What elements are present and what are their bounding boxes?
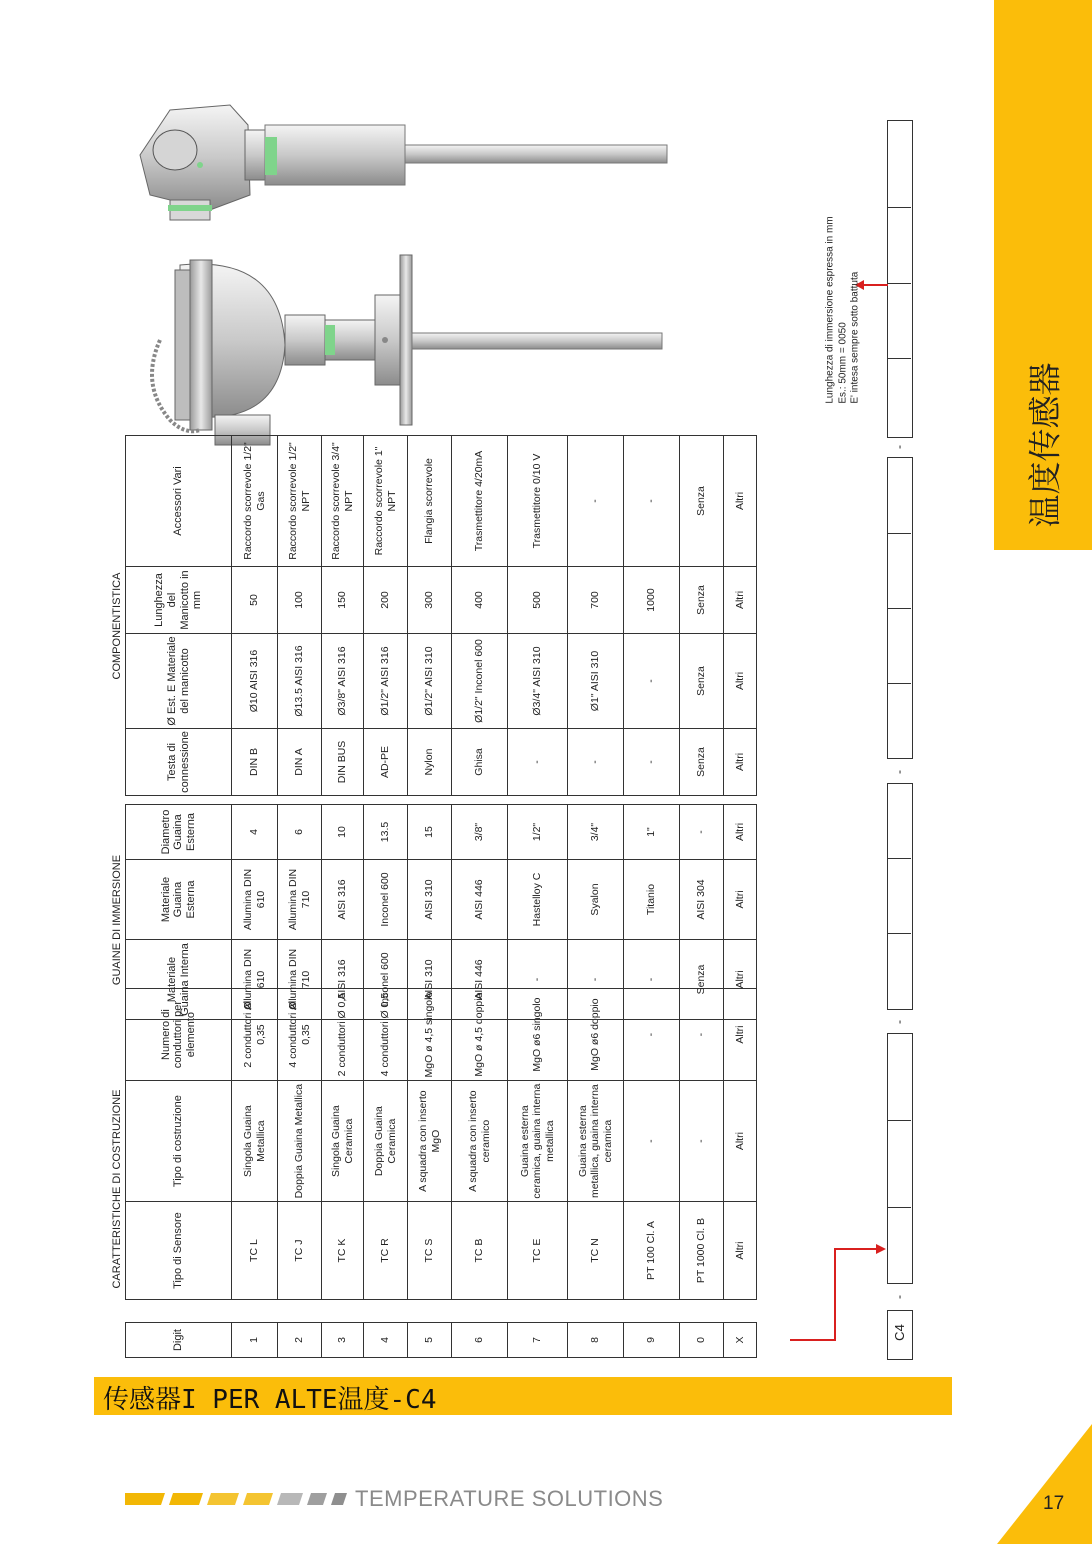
table-cell: Ø13.5 AISI 316 xyxy=(278,634,322,729)
table-cell: TC S xyxy=(408,1202,452,1300)
table-cell: TC E xyxy=(508,1202,568,1300)
table-cell: - xyxy=(680,989,724,1081)
table-cell: 100 xyxy=(278,567,322,634)
table-cell: AISI 304 xyxy=(680,860,724,940)
table-row xyxy=(322,436,364,796)
table-cell: Nylon xyxy=(408,729,452,796)
table-cell: A squadra con inserto MgO xyxy=(408,1081,452,1202)
table-row xyxy=(278,989,322,1300)
table-row xyxy=(624,989,680,1300)
table-cell: Allumina DIN 710 xyxy=(278,940,322,1020)
table-cell: Doppia Guaina Metallica xyxy=(278,1081,322,1202)
table-cell: Senza xyxy=(680,567,724,634)
table-cell: 50 xyxy=(232,567,278,634)
digit-table xyxy=(125,1322,757,1358)
table-row xyxy=(232,1323,278,1358)
table-cell: Allumina DIN 710 xyxy=(278,860,322,940)
table-row xyxy=(508,436,568,796)
table-cell: 1000 xyxy=(624,567,680,634)
table-cell: Allumina DIN 610 xyxy=(232,940,278,1020)
table-row xyxy=(724,436,757,796)
group-title-sheaths: GUAINE DI IMMERSIONE xyxy=(111,854,123,986)
table-row xyxy=(508,989,568,1300)
thermocouple-ad-pe-head-image xyxy=(152,255,662,445)
table-cell: MgO ø6 singolo xyxy=(508,989,568,1081)
table-cell: 6 xyxy=(278,805,322,860)
table-cell: - xyxy=(624,634,680,729)
table-cell: Ø1" AISI 310 xyxy=(568,634,624,729)
table-cell: Ø1/2" AISI 316 xyxy=(364,634,408,729)
table-row xyxy=(408,1323,452,1358)
table-row xyxy=(724,989,757,1300)
table-row xyxy=(408,989,452,1300)
table-cell: Altri xyxy=(724,729,757,796)
table-row xyxy=(680,1323,724,1358)
table-cell: 300 xyxy=(408,567,452,634)
table-row xyxy=(452,1323,508,1358)
table-cell: AISI 446 xyxy=(452,860,508,940)
table-cell: AD-PE xyxy=(364,729,408,796)
table-cell: DIN BUS xyxy=(322,729,364,796)
table-cell: Trasmettitore 4/20mA xyxy=(452,436,508,567)
table-cell: Ghisa xyxy=(452,729,508,796)
table-cell: - xyxy=(568,436,624,567)
table-cell: DIN A xyxy=(278,729,322,796)
table-row xyxy=(322,989,364,1300)
table-cell: Altri xyxy=(724,436,757,567)
table-cell: AISI 316 xyxy=(322,940,364,1020)
code-separator: - xyxy=(892,1295,906,1299)
column-header: Numero di conduttori per elemento xyxy=(126,989,232,1081)
table-cell: - xyxy=(680,805,724,860)
digit-cell: 1 xyxy=(232,1323,278,1358)
table-cell: Altri xyxy=(724,805,757,860)
column-header: Lunghezza del Manicotto in mm xyxy=(126,567,232,634)
table-row xyxy=(568,1323,624,1358)
table-row xyxy=(278,436,322,796)
code-prefix: C4 xyxy=(891,1324,907,1341)
code-separator: - xyxy=(892,1020,906,1024)
table-cell: DIN B xyxy=(232,729,278,796)
table-cell: PT 1000 Cl. B xyxy=(680,1202,724,1300)
table-cell: Guaina esterna ceramica, guaina interna metallica xyxy=(508,1081,568,1202)
table-row xyxy=(680,436,724,796)
table-row xyxy=(724,805,757,1020)
table-cell: Raccordo scorrevole 1/2" Gas xyxy=(232,436,278,567)
table-cell: Altri xyxy=(724,1202,757,1300)
length-note: Lunghezza di immersione espressa in mm Es.: 50mm = 0050 E' intesa sempre sotto battuta xyxy=(824,216,861,404)
arrow-icon xyxy=(780,1240,890,1350)
table-cell: Raccordo scorrevole 1" NPT xyxy=(364,436,408,567)
table-cell: TC R xyxy=(364,1202,408,1300)
table-cell: Senza xyxy=(680,729,724,796)
table-cell: TC K xyxy=(322,1202,364,1300)
table-cell: 10 xyxy=(322,805,364,860)
table-cell: - xyxy=(624,436,680,567)
digit-cell: 6 xyxy=(452,1323,508,1358)
table-cell: - xyxy=(624,1081,680,1202)
table-row xyxy=(568,436,624,796)
table-cell: 4 conduttori Ø 0,35 xyxy=(278,989,322,1081)
column-header: Tipo di costruzione xyxy=(126,1081,232,1202)
table-row xyxy=(322,1323,364,1358)
digit-cell: 3 xyxy=(322,1323,364,1358)
code-separator: - xyxy=(892,445,906,449)
table-row xyxy=(452,805,508,1020)
table-row xyxy=(232,436,278,796)
table-row xyxy=(508,805,568,1020)
sheath-table xyxy=(125,804,757,1020)
table-row xyxy=(278,805,322,1020)
table-cell: 2 conduttori Ø 0,35 xyxy=(232,989,278,1081)
table-row xyxy=(232,989,278,1300)
corner-decoration xyxy=(997,1424,1092,1544)
table-cell: 150 xyxy=(322,567,364,634)
product-illustrations xyxy=(130,85,690,455)
digit-cell: X xyxy=(724,1323,757,1358)
table-cell: Senza xyxy=(680,634,724,729)
table-cell: - xyxy=(624,989,680,1081)
table-row xyxy=(680,989,724,1300)
page-title: 传感器I PER ALTE温度-C4 xyxy=(103,1385,437,1415)
column-header: Materiale Guaina Interna xyxy=(126,940,232,1020)
table-row xyxy=(452,436,508,796)
digit-cell: 0 xyxy=(680,1323,724,1358)
group-title-components: COMPONENTISTICA xyxy=(111,572,123,680)
digit-cell: 5 xyxy=(408,1323,452,1358)
table-cell: TC L xyxy=(232,1202,278,1300)
table-cell: AISI 310 xyxy=(408,860,452,940)
table-row xyxy=(364,989,408,1300)
table-row xyxy=(624,1323,680,1358)
digit-cell: 9 xyxy=(624,1323,680,1358)
table-cell: Doppia Guaina Ceramica xyxy=(364,1081,408,1202)
table-cell: Altri xyxy=(724,567,757,634)
table-cell: Raccordo scorrevole 1/2" NPT xyxy=(278,436,322,567)
table-row xyxy=(624,436,680,796)
code-separator: - xyxy=(892,770,906,774)
table-cell: Trasmettitore 0/10 V xyxy=(508,436,568,567)
table-row xyxy=(508,1323,568,1358)
table-cell: MgO ø 4,5 doppio xyxy=(452,989,508,1081)
table-cell: 200 xyxy=(364,567,408,634)
table-cell: A squadra con inserto ceramico xyxy=(452,1081,508,1202)
table-cell: Ø1/2" AISI 310 xyxy=(408,634,452,729)
table-cell: AISI 446 xyxy=(452,940,508,1020)
column-header: Testa di connessione xyxy=(126,729,232,796)
table-cell: 700 xyxy=(568,567,624,634)
table-cell: - xyxy=(680,1081,724,1202)
table-cell: 1/2" xyxy=(508,805,568,860)
table-cell: 500 xyxy=(508,567,568,634)
table-cell: TC J xyxy=(278,1202,322,1300)
table-cell: Hastelloy C xyxy=(508,860,568,940)
construction-table xyxy=(125,988,757,1300)
table-cell: 4 xyxy=(232,805,278,860)
table-cell: - xyxy=(508,729,568,796)
table-cell: 13.5 xyxy=(364,805,408,860)
table-cell: Inconel 600 xyxy=(364,860,408,940)
table-row xyxy=(232,805,278,1020)
table-cell: Raccordo scorrevole 3/4" NPT xyxy=(322,436,364,567)
column-header: Accessori Vari xyxy=(126,436,232,567)
table-cell: - xyxy=(624,940,680,1020)
digit-cell: 2 xyxy=(278,1323,322,1358)
table-cell: Inconel 600 xyxy=(364,940,408,1020)
digit-cell: 7 xyxy=(508,1323,568,1358)
table-cell: AISI 316 xyxy=(322,860,364,940)
table-row xyxy=(724,1323,757,1358)
brand-name: TEMPERATURE SOLUTIONS xyxy=(355,1486,664,1511)
side-tab-title: 温度传感器 xyxy=(1025,362,1065,528)
table-cell: Allumina DIN 610 xyxy=(232,860,278,940)
table-cell: - xyxy=(568,940,624,1020)
table-cell: Altri xyxy=(724,1081,757,1202)
table-cell: - xyxy=(508,940,568,1020)
table-row xyxy=(624,805,680,1020)
table-cell: PT 100 Cl. A xyxy=(624,1202,680,1300)
table-cell: Singola Guaina Ceramica xyxy=(322,1081,364,1202)
column-header: Materiale Guaina Esterna xyxy=(126,860,232,940)
table-cell: TC N xyxy=(568,1202,624,1300)
component-table xyxy=(125,435,757,796)
table-cell: MgO ø6 doppio xyxy=(568,989,624,1081)
table-row xyxy=(408,805,452,1020)
table-row xyxy=(408,436,452,796)
thermocouple-din-head-image xyxy=(140,105,667,220)
table-cell: Ø3/8" AISI 316 xyxy=(322,634,364,729)
table-cell: Guaina esterna metallica, guaina interna ceramica xyxy=(568,1081,624,1202)
table-cell: 400 xyxy=(452,567,508,634)
table-cell: 15 xyxy=(408,805,452,860)
group-title-construction: CARATTERISTICHE DI COSTRUZIONE xyxy=(111,1089,123,1289)
digit-cell: 8 xyxy=(568,1323,624,1358)
table-cell: Singola Guaina Metallica xyxy=(232,1081,278,1202)
digit-header: Digit xyxy=(126,1323,232,1358)
digit-cell: 4 xyxy=(364,1323,408,1358)
table-cell: AISI 310 xyxy=(408,940,452,1020)
table-row xyxy=(364,1323,408,1358)
table-row xyxy=(364,436,408,796)
table-cell: Altri xyxy=(724,860,757,940)
column-header: Ø Est. E Materiale del manicotto xyxy=(126,634,232,729)
table-cell: Altri xyxy=(724,940,757,1020)
table-cell: Flangia scorrevole xyxy=(408,436,452,567)
table-cell: Ø1/2" Inconel 600 xyxy=(452,634,508,729)
table-row xyxy=(452,989,508,1300)
table-cell: Altri xyxy=(724,989,757,1081)
table-row xyxy=(568,805,624,1020)
table-cell: 4 conduttori Ø 0,5 xyxy=(364,989,408,1081)
column-header: Diametro Guaina Esterna xyxy=(126,805,232,860)
table-cell: Syalon xyxy=(568,860,624,940)
table-cell: TC B xyxy=(452,1202,508,1300)
page-number: 17 xyxy=(1043,1493,1065,1514)
table-cell: - xyxy=(624,729,680,796)
table-cell: Ø10 AISI 316 xyxy=(232,634,278,729)
table-row xyxy=(364,805,408,1020)
table-cell: Titanio xyxy=(624,860,680,940)
table-cell: 1" xyxy=(624,805,680,860)
table-row xyxy=(278,1323,322,1358)
table-cell: Ø3/4" AISI 310 xyxy=(508,634,568,729)
table-cell: 3/4" xyxy=(568,805,624,860)
table-cell: - xyxy=(568,729,624,796)
table-cell: Altri xyxy=(724,634,757,729)
column-header: Tipo di Sensore xyxy=(126,1202,232,1300)
table-row xyxy=(568,989,624,1300)
table-cell: 2 conduttori Ø 0,5 xyxy=(322,989,364,1081)
table-row xyxy=(680,805,724,1020)
table-cell: 3/8" xyxy=(452,805,508,860)
table-cell: Senza xyxy=(680,436,724,567)
table-cell: Senza xyxy=(680,940,724,1020)
table-row xyxy=(322,805,364,1020)
table-cell: MgO ø 4,5 singolo xyxy=(408,989,452,1081)
